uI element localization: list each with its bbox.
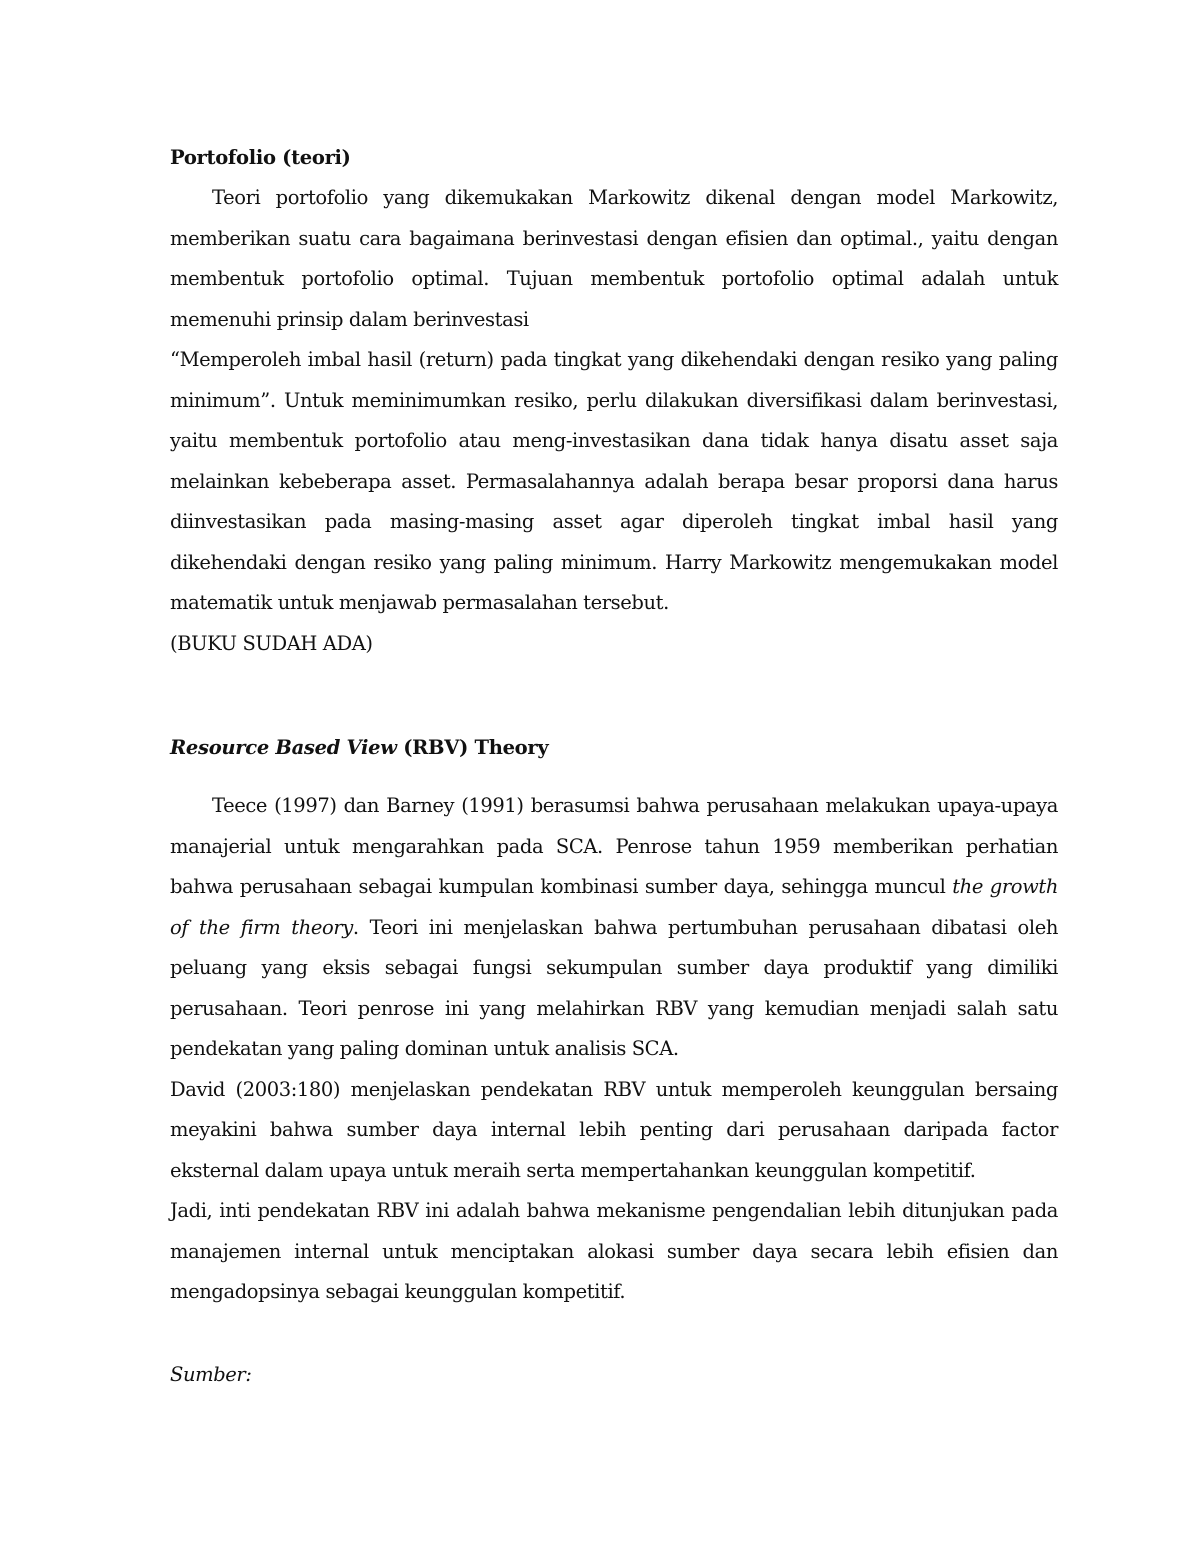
- growth-of-firm-theory-term: the growth of the firm theory: [170, 875, 1059, 939]
- paragraph-rbv-conclusion: Jadi, inti pendekatan RBV ini adalah bahwa mekanisme pengendalian lebih ditunjukan pada manajemen internal untuk menciptakan alokasi sumber daya secara lebih efisien dan mengadopsinya sebagai keunggulan kompetitif.: [170, 1199, 1058, 1303]
- paragraph-rbv-teece-part2: . Teori ini menjelaskan bahwa pertumbuhan perusahaan dibatasi oleh peluang yang eksis sebagai fungsi sekumpulan sumber daya produktif yang dimiliki perusahaan. Teori penrose ini yang melahirkan RBV yang kemudian menjadi salah satu pendekatan yang paling dominan untuk analisis SCA.: [170, 915, 1058, 1060]
- note-buku-sudah-ada: (BUKU SUDAH ADA): [170, 631, 373, 655]
- paragraph-portofolio-quote: “Memperoleh imbal hasil (return) pada tingkat yang dikehendaki dengan resiko yang paling minimum”. Untuk meminimumkan resiko, perlu dilakukan diversifikasi dalam berinvestasi, yaitu membentuk portofolio atau meng-investasikan dana tidak hanya disatu asset saja melainkan kebeberapa asset. Permasalahannya adalah berapa besar proporsi dana harus diinvestasikan pada masing-masing asset agar diperoleh tingkat imbal hasil yang dikehendaki dengan resiko yang paling minimum. Harry Markowitz mengemukakan model matematik untuk menjawab permasalahan tersebut.: [170, 348, 1058, 614]
- heading-rbv-rest: (RBV) Theory: [396, 736, 549, 759]
- paragraph-rbv-david: David (2003:180) menjelaskan pendekatan RBV untuk memperoleh keunggulan bersaing meyakini bahwa sumber daya internal lebih penting dari perusahaan daripada factor eksternal dalam upaya untuk meraih serta mempertahankan keunggulan kompetitif.: [170, 1077, 1058, 1182]
- heading-portofolio: Portofolio (teori): [170, 146, 351, 169]
- sumber-label: Sumber:: [170, 1362, 252, 1386]
- document-page: [170, 138, 1058, 1395]
- heading-rbv-italic: Resource Based View: [170, 736, 397, 759]
- heading-rbv-theory: [170, 728, 1058, 768]
- paragraph-portofolio-intro: Teori portofolio yang dikemukakan Markowitz dikenal dengan model Markowitz, memberikan suatu cara bagaimana berinvestasi dengan efisien dan optimal., yaitu dengan membentuk portofolio optimal. Tujuan membentuk portofolio optimal adalah untuk memenuhi prinsip dalam berinvestasi: [170, 186, 1058, 331]
- paragraph-rbv-teece-part1: Teece (1997) dan Barney (1991) berasumsi bahwa perusahaan melakukan upaya-upaya manajerial untuk mengarahkan pada SCA. Penrose tahun 1959 memberikan perhatian bahwa perusahaan sebagai kumpulan kombinasi sumber daya, sehingga muncul: [170, 794, 1058, 898]
- paragraph-rbv-teece: [170, 786, 1058, 1070]
